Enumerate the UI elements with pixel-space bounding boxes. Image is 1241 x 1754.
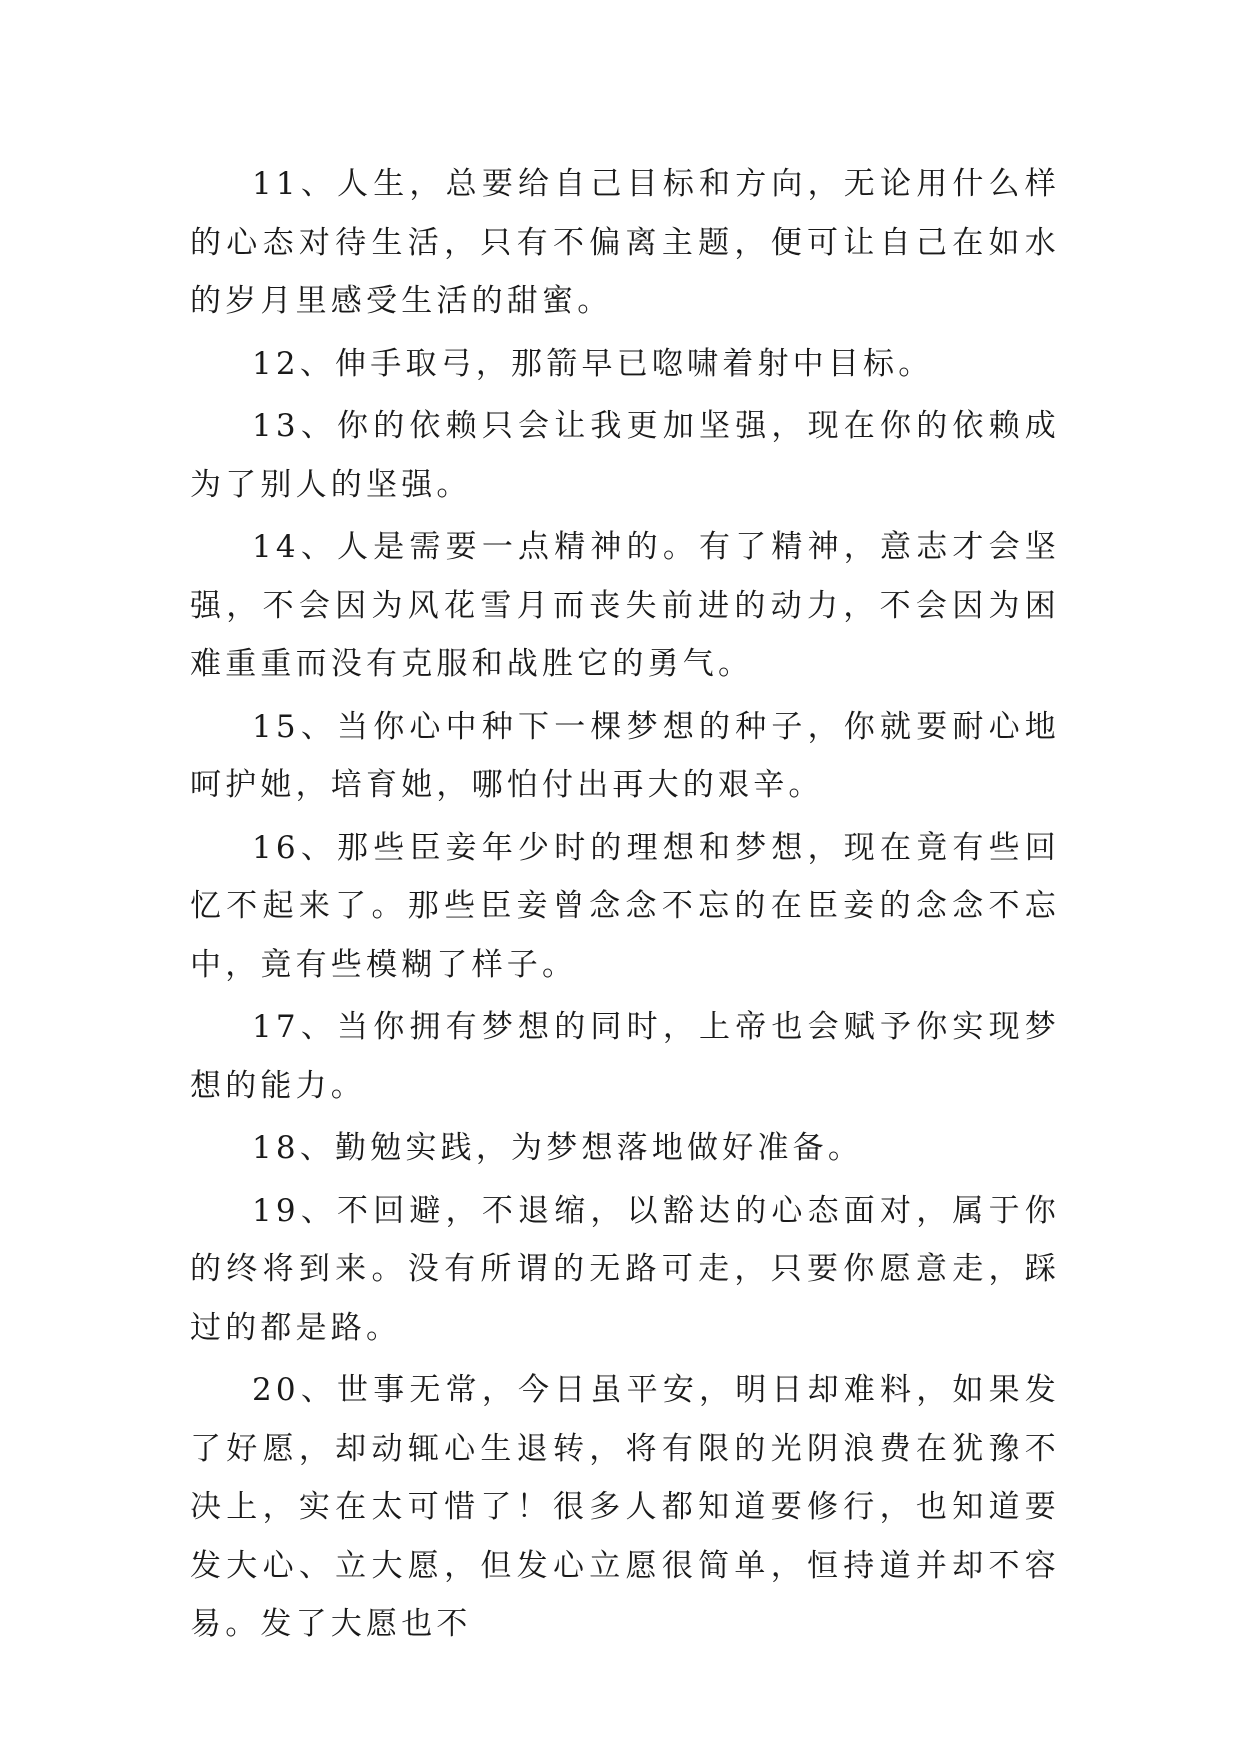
paragraph-19: 19、不回避，不退缩，以豁达的心态面对，属于你的终将到来。没有所谓的无路可走，只要你愿意走，踩过的都是路。	[190, 1192, 1060, 1346]
paragraph-17: 17、当你拥有梦想的同时，上帝也会赋予你实现梦想的能力。	[190, 1009, 1060, 1104]
paragraph-12: 12、伸手取弓，那箭早已唿啸着射中目标。	[252, 345, 934, 382]
paragraph-20: 20、世事无常，今日虽平安，明日却难料，如果发了好愿，却动辄心生退转，将有限的光阴浪费在犹豫不决上，实在太可惜了！很多人都知道要修行，也知道要发大心、立大愿，但发心立愿很简单，恒持道并却不容易。发了大愿也不	[190, 1372, 1060, 1642]
paragraph-18: 18、勤勉实践，为梦想落地做好准备。	[252, 1130, 864, 1166]
paragraph-15: 15、当你心中种下一棵梦想的种子，你就要耐心地呵护她，培育她，哪怕付出再大的艰辛。	[190, 708, 1060, 803]
paragraph-16: 16、那些臣妾年少时的理想和梦想，现在竟有些回忆不起来了。那些臣妾曾念念不忘的在臣妾的念念不忘中，竟有些模糊了样子。	[190, 829, 1060, 983]
paragraph-13: 13、你的依赖只会让我更加坚强，现在你的依赖成为了别人的坚强。	[190, 408, 1060, 503]
paragraph-14: 14、人是需要一点精神的。有了精神，意志才会坚强，不会因为风花雪月而丧失前进的动力，不会因为困难重重而没有克服和战胜它的勇气。	[190, 529, 1060, 682]
paragraph-11: 11、人生，总要给自己目标和方向，无论用什么样的心态对待生活，只有不偏离主题，便可让自己在如水的岁月里感受生活的甜蜜。	[190, 166, 1060, 319]
document-body	[190, 155, 1060, 1658]
